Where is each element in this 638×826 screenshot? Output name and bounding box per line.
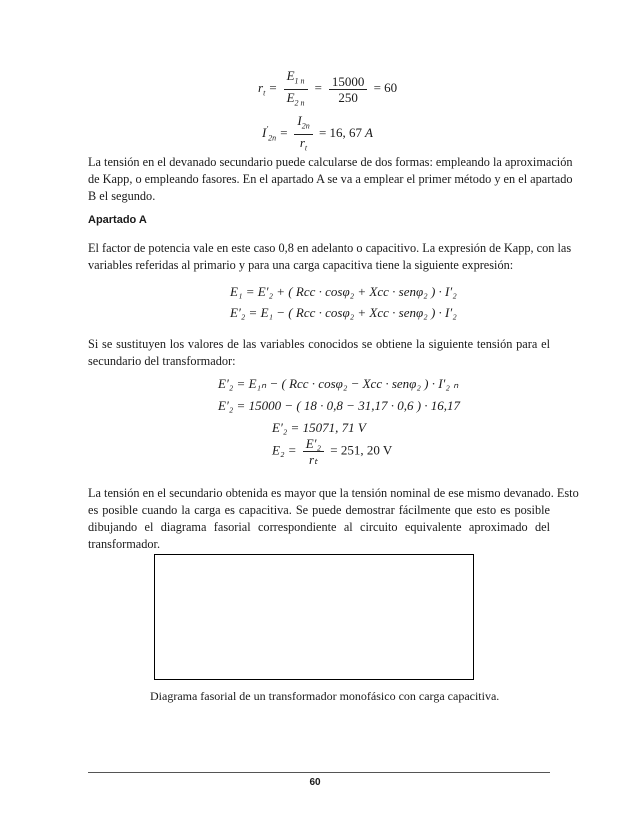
section-heading: Apartado A [88, 214, 147, 226]
i2n-fraction: $\frac{I_{2n}}{r_t}$ [294, 113, 312, 155]
equation-sub-4: E₂ = $\frac{\text{E′₂}}{\text{rₜ}}$ = 251, 20 V [272, 436, 393, 467]
paragraph-substitution: Si se sustituyen los valores de las variables conocidos se obtiene la siguiente tensión para el secundario del transformador: [88, 337, 550, 368]
rt-fraction-numeric: $\frac{15000}{250}$ [329, 74, 368, 105]
sub4-fraction: $\frac{\text{E′₂}}{\text{rₜ}}$ [303, 436, 324, 467]
paragraph-power-factor: El factor de potencia vale en este caso 0,8 en adelanto o capacitivo. La expresión de Kapp, con las variables referidas al primario y para una carga capacitiva tiene la siguiente expresión: [88, 241, 572, 272]
equation-rt: $r_t$ = $\frac{E_{1 n}}{E_{2 n}}$ = $\frac{15000}{250}$ = 60 [258, 68, 397, 110]
i2n-unit: A [365, 125, 373, 141]
rt-fraction-symbolic: $\frac{E_{1 n}}{E_{2 n}}$ [284, 68, 308, 110]
rt-result: = 60 [373, 80, 398, 96]
i2n-result: = 16, 67 [318, 125, 363, 141]
paragraph-calc-methods: La tensión en el devanado secundario puede calcularse de dos formas: empleando la aproximación de Kapp, o empleando fasores. En el apartado A se va a emplear el primer método y en el apartado B el segundo. [88, 155, 573, 203]
equation-sub-1: E′₂ = E₁ₙ − ( Rcc · cosφ₂ − Xcc · senφ₂ ) · I′₂ ₙ [218, 376, 459, 391]
paragraph-conclusion: La tensión en el secundario obtenida es mayor que la tensión nominal de ese mismo devanado. Esto es posible cuando la carga es capacitiva. Se puede demostrar fácilmente que esto es posible dibujando el diagrama fasorial correspondiente al circuito equivalente aproximado del transformador. [88, 486, 579, 551]
equation-i2n: $I'_{2n}$ = $\frac{I_{2n}}{r_t}$ = 16, 67 A [262, 113, 373, 155]
rt-lhs: $r_t$ [258, 80, 266, 98]
equation-kapp-2: E′₂ = E₁ − ( Rcc · cosφ₂ + Xcc · senφ₂ ) · I′₂ [230, 305, 457, 320]
page-number: 60 [309, 777, 321, 788]
equation-sub-3: E′₂ = 15071, 71 V [272, 420, 366, 435]
phasor-diagram-frame [154, 554, 474, 680]
equation-kapp-1: E₁ = E′₂ + ( Rcc · cosφ₂ + Xcc · senφ₂ ) · I′₂ [230, 284, 457, 299]
equation-sub-2: E′₂ = 15000 − ( 18 · 0,8 − 31,17 · 0,6 ) · 16,17 [218, 398, 461, 413]
figure-caption: Diagrama fasorial de un transformador monofásico con carga capacitiva. [150, 689, 500, 703]
footer-rule [88, 772, 550, 773]
i2n-lhs: $I'_{2n}$ [262, 124, 277, 143]
